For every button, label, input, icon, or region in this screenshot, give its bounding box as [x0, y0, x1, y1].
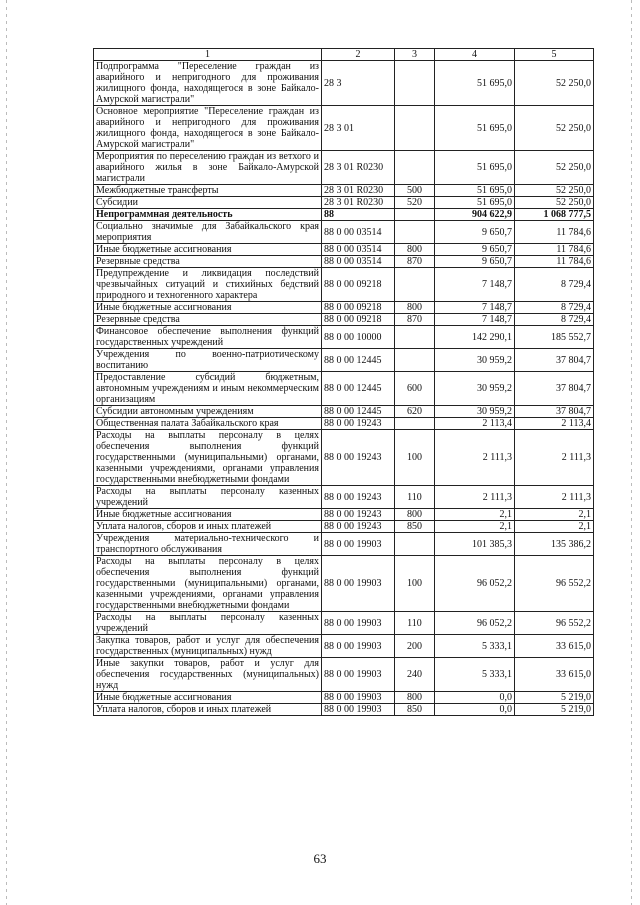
table-row: [94, 658, 594, 692]
row-value1-cell: 30 959,2: [435, 349, 515, 372]
row-value2-cell: 37 804,7: [515, 349, 594, 372]
row-type-cell: 800: [395, 244, 435, 256]
row-type-cell: 800: [395, 692, 435, 704]
row-value2-cell: 8 729,4: [515, 302, 594, 314]
row-type-cell: 110: [395, 486, 435, 509]
table-row: [94, 61, 594, 106]
row-value1-cell: 101 385,3: [435, 533, 515, 556]
row-code-cell: 88 0 00 10000: [322, 326, 395, 349]
row-value1-cell: 0,0: [435, 692, 515, 704]
row-value1-cell: 142 290,1: [435, 326, 515, 349]
row-value2-cell: 33 615,0: [515, 658, 594, 692]
row-code-cell: 88 0 00 19243: [322, 486, 395, 509]
row-value2-cell: 5 219,0: [515, 692, 594, 704]
row-type-cell: 850: [395, 704, 435, 716]
row-code-cell: 88 0 00 19903: [322, 658, 395, 692]
row-type-cell: [395, 106, 435, 151]
table-row: [94, 349, 594, 372]
row-value1-cell: 51 695,0: [435, 106, 515, 151]
row-value1-cell: 5 333,1: [435, 658, 515, 692]
row-code-cell: 88 0 00 09218: [322, 314, 395, 326]
row-value2-cell: 11 784,6: [515, 244, 594, 256]
row-code-cell: 28 3: [322, 61, 395, 106]
row-value1-cell: 51 695,0: [435, 185, 515, 197]
row-code-cell: 88 0 00 19903: [322, 533, 395, 556]
row-code-cell: 28 3 01 R0230: [322, 151, 395, 185]
row-type-cell: [395, 326, 435, 349]
row-type-cell: 800: [395, 509, 435, 521]
row-value1-cell: 5 333,1: [435, 635, 515, 658]
row-value2-cell: 37 804,7: [515, 372, 594, 406]
row-name-cell: Расходы на выплаты персоналу в целях обеспечения выполнения функций государственными (муниципальными) органами, казенными учреждениями, органами управления государственными внебюджетными фондами: [94, 556, 322, 612]
table-row: [94, 221, 594, 244]
table-row: [94, 635, 594, 658]
row-value2-cell: 96 552,2: [515, 556, 594, 612]
row-value2-cell: 1 068 777,5: [515, 209, 594, 221]
row-value2-cell: 52 250,0: [515, 197, 594, 209]
row-value2-cell: 185 552,7: [515, 326, 594, 349]
row-name-cell: Финансовое обеспечение выполнения функций государственных учреждений: [94, 326, 322, 349]
table-row: [94, 106, 594, 151]
row-value1-cell: 9 650,7: [435, 244, 515, 256]
header-cell-value1: 4: [435, 49, 515, 61]
row-type-cell: [395, 418, 435, 430]
row-code-cell: 28 3 01 R0230: [322, 185, 395, 197]
row-value2-cell: 8 729,4: [515, 268, 594, 302]
row-name-cell: Учреждения материально-технического и транспортного обслуживания: [94, 533, 322, 556]
row-value1-cell: 51 695,0: [435, 197, 515, 209]
row-type-cell: 240: [395, 658, 435, 692]
row-name-cell: Иные бюджетные ассигнования: [94, 692, 322, 704]
row-type-cell: 200: [395, 635, 435, 658]
row-code-cell: 88 0 00 19243: [322, 521, 395, 533]
page-number: 63: [313, 851, 327, 866]
row-name-cell: Социально значимые для Забайкальского края мероприятия: [94, 221, 322, 244]
row-name-cell: Расходы на выплаты персоналу казенных учреждений: [94, 612, 322, 635]
row-name-cell: Субсидии автономным учреждениям: [94, 406, 322, 418]
row-value1-cell: 7 148,7: [435, 302, 515, 314]
row-value2-cell: 52 250,0: [515, 185, 594, 197]
row-type-cell: [395, 349, 435, 372]
row-name-cell: Мероприятия по переселению граждан из ветхого и аварийного жилья в зоне Байкало-Амурской магистрали: [94, 151, 322, 185]
row-value1-cell: 30 959,2: [435, 372, 515, 406]
table-row: [94, 185, 594, 197]
row-name-cell: Субсидии: [94, 197, 322, 209]
row-value2-cell: 96 552,2: [515, 612, 594, 635]
row-code-cell: 88 0 00 19903: [322, 692, 395, 704]
row-name-cell: Предоставление субсидий бюджетным, автономным учреждениям и иным некоммерческим организациям: [94, 372, 322, 406]
table-row: [94, 418, 594, 430]
row-type-cell: 520: [395, 197, 435, 209]
row-type-cell: 850: [395, 521, 435, 533]
row-name-cell: Основное мероприятие "Переселение граждан из аварийного и непригодного для проживания жилищного фонда, находящегося в зоне Байкало-Амурской магистрали": [94, 106, 322, 151]
row-name-cell: Общественная палата Забайкальского края: [94, 418, 322, 430]
row-type-cell: [395, 209, 435, 221]
table-row: [94, 197, 594, 209]
table-row: [94, 372, 594, 406]
row-value2-cell: 52 250,0: [515, 61, 594, 106]
row-value2-cell: 52 250,0: [515, 151, 594, 185]
row-type-cell: [395, 268, 435, 302]
row-value2-cell: 2,1: [515, 509, 594, 521]
row-code-cell: 88 0 00 19903: [322, 556, 395, 612]
row-name-cell: Резервные средства: [94, 314, 322, 326]
row-value2-cell: 8 729,4: [515, 314, 594, 326]
row-type-cell: 500: [395, 185, 435, 197]
table-row: [94, 509, 594, 521]
table-row: [94, 704, 594, 716]
row-name-cell: Расходы на выплаты персоналу в целях обеспечения выполнения функций государственными (муниципальными) органами, казенными учреждениями, органами управления государственными внебюджетными фондами: [94, 430, 322, 486]
row-value1-cell: 7 148,7: [435, 268, 515, 302]
row-value1-cell: 2,1: [435, 509, 515, 521]
row-code-cell: 28 3 01 R0230: [322, 197, 395, 209]
row-value2-cell: 11 784,6: [515, 221, 594, 244]
table-row: [94, 314, 594, 326]
row-value2-cell: 2,1: [515, 521, 594, 533]
table-row: [94, 326, 594, 349]
row-name-cell: Предупреждение и ликвидация последствий чрезвычайных ситуаций и стихийных бедствий природного и техногенного характера: [94, 268, 322, 302]
table-row: [94, 692, 594, 704]
row-code-cell: 88 0 00 19903: [322, 612, 395, 635]
table-row: [94, 533, 594, 556]
row-name-cell: Иные закупки товаров, работ и услуг для обеспечения государственных (муниципальных) нужд: [94, 658, 322, 692]
row-code-cell: 88: [322, 209, 395, 221]
row-value1-cell: 0,0: [435, 704, 515, 716]
row-type-cell: 100: [395, 430, 435, 486]
row-name-cell: Расходы на выплаты персоналу казенных учреждений: [94, 486, 322, 509]
row-type-cell: 800: [395, 302, 435, 314]
row-value1-cell: 2 111,3: [435, 430, 515, 486]
row-name-cell: Закупка товаров, работ и услуг для обеспечения государственных (муниципальных) нужд: [94, 635, 322, 658]
header-cell-value2: 5: [515, 49, 594, 61]
table-row: [94, 302, 594, 314]
row-code-cell: 88 0 00 19903: [322, 704, 395, 716]
table-row: [94, 209, 594, 221]
row-value1-cell: 51 695,0: [435, 61, 515, 106]
row-name-cell: Уплата налогов, сборов и иных платежей: [94, 704, 322, 716]
row-name-cell: Иные бюджетные ассигнования: [94, 509, 322, 521]
row-type-cell: 870: [395, 314, 435, 326]
row-value1-cell: 2 113,4: [435, 418, 515, 430]
budget-table-body: [94, 61, 594, 716]
row-name-cell: Непрограммная деятельность: [94, 209, 322, 221]
row-name-cell: Резервные средства: [94, 256, 322, 268]
row-value2-cell: 5 219,0: [515, 704, 594, 716]
row-type-cell: 110: [395, 612, 435, 635]
table-row: [94, 486, 594, 509]
scan-edge-left: [6, 0, 7, 905]
row-name-cell: Иные бюджетные ассигнования: [94, 244, 322, 256]
row-name-cell: Межбюджетные трансферты: [94, 185, 322, 197]
table-row: [94, 151, 594, 185]
row-code-cell: 88 0 00 03514: [322, 221, 395, 244]
row-code-cell: 88 0 00 19903: [322, 635, 395, 658]
row-value1-cell: 2,1: [435, 521, 515, 533]
row-code-cell: 88 0 00 19243: [322, 418, 395, 430]
table-row: [94, 521, 594, 533]
header-cell-name: 1: [94, 49, 322, 61]
table-row: [94, 406, 594, 418]
row-value1-cell: 9 650,7: [435, 221, 515, 244]
row-name-cell: Уплата налогов, сборов и иных платежей: [94, 521, 322, 533]
row-value2-cell: 52 250,0: [515, 106, 594, 151]
row-type-cell: 600: [395, 372, 435, 406]
row-type-cell: [395, 61, 435, 106]
row-value2-cell: 37 804,7: [515, 406, 594, 418]
row-value1-cell: 904 622,9: [435, 209, 515, 221]
header-row: [94, 49, 594, 61]
row-code-cell: 28 3 01: [322, 106, 395, 151]
table-row: [94, 612, 594, 635]
row-value2-cell: 33 615,0: [515, 635, 594, 658]
row-value1-cell: 96 052,2: [435, 612, 515, 635]
row-value1-cell: 7 148,7: [435, 314, 515, 326]
row-type-cell: [395, 533, 435, 556]
row-value1-cell: 9 650,7: [435, 256, 515, 268]
row-value1-cell: 96 052,2: [435, 556, 515, 612]
row-type-cell: 870: [395, 256, 435, 268]
row-code-cell: 88 0 00 19243: [322, 430, 395, 486]
row-type-cell: [395, 151, 435, 185]
row-value1-cell: 2 111,3: [435, 486, 515, 509]
row-code-cell: 88 0 00 12445: [322, 406, 395, 418]
row-code-cell: 88 0 00 12445: [322, 372, 395, 406]
row-code-cell: 88 0 00 09218: [322, 302, 395, 314]
table-row: [94, 256, 594, 268]
row-name-cell: Учреждения по военно-патриотическому воспитанию: [94, 349, 322, 372]
row-type-cell: 100: [395, 556, 435, 612]
header-cell-type: 3: [395, 49, 435, 61]
row-code-cell: 88 0 00 03514: [322, 244, 395, 256]
row-name-cell: Иные бюджетные ассигнования: [94, 302, 322, 314]
table-row: [94, 268, 594, 302]
scan-edge-right: [631, 0, 632, 905]
row-value2-cell: 2 111,3: [515, 430, 594, 486]
row-type-cell: 620: [395, 406, 435, 418]
row-code-cell: 88 0 00 09218: [322, 268, 395, 302]
table-row: [94, 244, 594, 256]
row-value2-cell: 2 111,3: [515, 486, 594, 509]
table-row: [94, 556, 594, 612]
row-code-cell: 88 0 00 19243: [322, 509, 395, 521]
table-row: [94, 430, 594, 486]
row-value1-cell: 51 695,0: [435, 151, 515, 185]
row-type-cell: [395, 221, 435, 244]
header-cell-code: 2: [322, 49, 395, 61]
row-name-cell: Подпрограмма "Переселение граждан из аварийного и непригодного для проживания жилищного фонда, находящегося в зоне Байкало-Амурской магистрали": [94, 61, 322, 106]
row-value2-cell: 135 386,2: [515, 533, 594, 556]
budget-table: [93, 48, 594, 716]
row-code-cell: 88 0 00 03514: [322, 256, 395, 268]
row-value2-cell: 2 113,4: [515, 418, 594, 430]
row-code-cell: 88 0 00 12445: [322, 349, 395, 372]
row-value2-cell: 11 784,6: [515, 256, 594, 268]
row-value1-cell: 30 959,2: [435, 406, 515, 418]
